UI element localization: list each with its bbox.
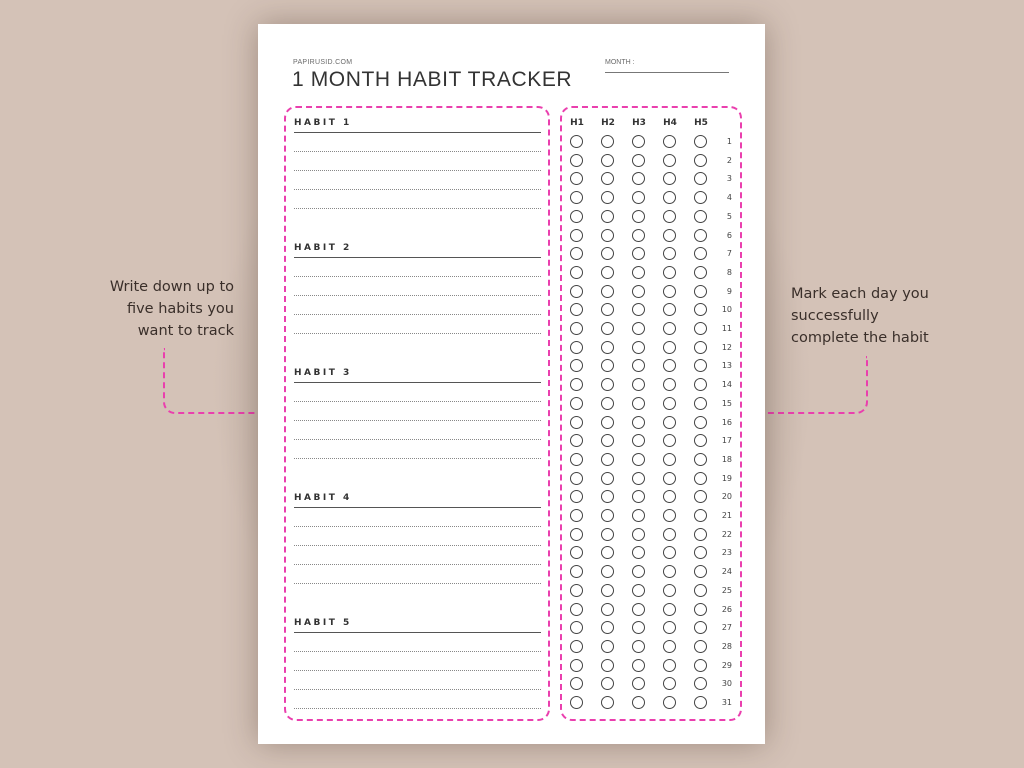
day-number: 11 [721, 324, 732, 333]
day-check-circle[interactable] [601, 359, 614, 372]
habit-note-line[interactable] [294, 439, 541, 440]
day-check-circle[interactable] [663, 434, 676, 447]
day-check-circle[interactable] [601, 229, 614, 242]
day-number: 20 [721, 492, 732, 502]
day-check-circle[interactable] [570, 135, 583, 148]
month-field[interactable]: MONTH : [605, 59, 729, 73]
day-check-circle[interactable] [632, 603, 645, 616]
day-check-circle[interactable] [601, 378, 614, 391]
day-check-circle[interactable] [632, 528, 645, 541]
day-check-circle[interactable] [694, 640, 707, 653]
day-check-circle[interactable] [601, 434, 614, 447]
day-check-circle[interactable] [601, 621, 614, 634]
day-check-circle[interactable] [632, 640, 645, 653]
day-check-circle[interactable] [663, 154, 676, 167]
day-check-circle[interactable] [694, 546, 707, 559]
day-number: 27 [721, 623, 732, 633]
day-check-circle[interactable] [632, 472, 645, 485]
day-check-circle[interactable] [570, 472, 583, 485]
day-number: 9 [726, 286, 732, 296]
day-check-circle[interactable] [694, 584, 707, 597]
habit-section-3 [294, 368, 541, 459]
day-number: 25 [721, 585, 732, 595]
day-check-circle[interactable] [663, 472, 676, 485]
day-check-circle[interactable] [601, 472, 614, 485]
day-check-circle[interactable] [570, 359, 583, 372]
day-check-circle[interactable] [663, 659, 676, 672]
day-check-circle[interactable] [694, 154, 707, 167]
habit-note-line[interactable] [294, 545, 541, 546]
day-number: 26 [721, 604, 732, 614]
day-check-circle[interactable] [694, 210, 707, 223]
day-check-circle[interactable] [663, 509, 676, 522]
day-check-circle[interactable] [601, 696, 614, 709]
callout-right-line: successfully [791, 308, 879, 324]
day-check-circle[interactable] [632, 584, 645, 597]
day-check-circle[interactable] [663, 584, 676, 597]
day-check-circle[interactable] [601, 135, 614, 148]
day-check-circle[interactable] [694, 565, 707, 578]
habit-note-line[interactable] [294, 458, 541, 459]
day-check-circle[interactable] [601, 266, 614, 279]
day-check-circle[interactable] [694, 359, 707, 372]
day-check-circle[interactable] [570, 584, 583, 597]
day-number: 24 [721, 567, 732, 577]
day-check-circle[interactable] [663, 416, 676, 429]
day-check-circle[interactable] [601, 303, 614, 316]
callout-left-line: Write down up to [109, 279, 234, 295]
callout-left-line: want to track [137, 323, 234, 339]
day-check-circle[interactable] [694, 528, 707, 541]
column-header-h2: H2 [601, 118, 615, 128]
day-check-circle[interactable] [632, 378, 645, 391]
day-check-circle[interactable] [570, 677, 583, 690]
habit-note-line[interactable] [294, 189, 541, 190]
habit-note-line[interactable] [294, 651, 541, 652]
day-check-circle[interactable] [694, 378, 707, 391]
day-check-circle[interactable] [694, 191, 707, 204]
day-check-circle[interactable] [694, 490, 707, 503]
day-number: 31 [721, 698, 732, 707]
habit-note-line[interactable] [294, 564, 541, 565]
tracker-grid [560, 106, 742, 721]
habit-name-line[interactable] [294, 132, 541, 133]
day-check-circle[interactable] [570, 434, 583, 447]
day-check-circle[interactable] [632, 546, 645, 559]
day-check-circle[interactable] [694, 453, 707, 466]
callout-right [791, 283, 991, 349]
habit-note-line[interactable] [294, 276, 541, 277]
day-number: 22 [721, 529, 732, 539]
day-check-circle[interactable] [694, 434, 707, 447]
day-number: 12 [721, 342, 732, 352]
day-check-circle[interactable] [632, 696, 645, 709]
day-check-circle[interactable] [632, 659, 645, 672]
day-check-circle[interactable] [663, 210, 676, 223]
habit-title: HABIT 2 [294, 243, 352, 253]
day-check-circle[interactable] [570, 303, 583, 316]
day-check-circle[interactable] [570, 640, 583, 653]
day-number: 8 [726, 267, 732, 277]
day-check-circle[interactable] [632, 453, 645, 466]
day-check-circle[interactable] [570, 266, 583, 279]
habit-section-2 [294, 243, 541, 334]
habit-title: HABIT 4 [294, 493, 352, 503]
habit-note-line[interactable] [294, 333, 541, 334]
day-check-circle[interactable] [632, 154, 645, 167]
day-check-circle[interactable] [632, 322, 645, 335]
day-check-circle[interactable] [570, 696, 583, 709]
day-check-circle[interactable] [663, 696, 676, 709]
day-number: 3 [726, 174, 732, 184]
day-check-circle[interactable] [601, 210, 614, 223]
habit-title: HABIT 3 [294, 368, 352, 378]
page-title: 1 MONTH HABIT TRACKER [292, 68, 573, 91]
day-check-circle[interactable] [570, 528, 583, 541]
day-check-circle[interactable] [632, 229, 645, 242]
day-check-circle[interactable] [570, 621, 583, 634]
day-check-circle[interactable] [632, 359, 645, 372]
column-header-h3: H3 [632, 118, 646, 128]
day-check-circle[interactable] [694, 247, 707, 260]
day-check-circle[interactable] [632, 621, 645, 634]
day-check-circle[interactable] [694, 172, 707, 185]
day-check-circle[interactable] [663, 172, 676, 185]
habits-panel [284, 106, 550, 721]
day-number: 6 [726, 230, 732, 240]
day-check-circle[interactable] [570, 659, 583, 672]
day-check-circle[interactable] [694, 229, 707, 242]
day-check-circle[interactable] [601, 659, 614, 672]
day-number: 29 [721, 660, 732, 670]
day-check-circle[interactable] [632, 490, 645, 503]
day-check-circle[interactable] [632, 416, 645, 429]
day-number: 16 [721, 417, 732, 427]
callout-left [54, 276, 234, 342]
day-check-circle[interactable] [601, 341, 614, 354]
day-check-circle[interactable] [601, 453, 614, 466]
day-check-circle[interactable] [694, 416, 707, 429]
day-check-circle[interactable] [570, 154, 583, 167]
day-number: 23 [721, 548, 732, 558]
day-check-circle[interactable] [694, 285, 707, 298]
day-check-circle[interactable] [570, 285, 583, 298]
day-check-circle[interactable] [663, 490, 676, 503]
day-check-circle[interactable] [601, 247, 614, 260]
day-check-circle[interactable] [663, 603, 676, 616]
column-header-h5: H5 [694, 118, 708, 128]
day-check-circle[interactable] [663, 266, 676, 279]
day-check-circle[interactable] [601, 191, 614, 204]
day-check-circle[interactable] [694, 266, 707, 279]
day-check-circle[interactable] [663, 453, 676, 466]
day-check-circle[interactable] [570, 546, 583, 559]
day-check-circle[interactable] [601, 154, 614, 167]
day-check-circle[interactable] [694, 696, 707, 709]
habit-note-line[interactable] [294, 314, 541, 315]
tracker-page [258, 24, 765, 744]
day-check-circle[interactable] [601, 285, 614, 298]
day-check-circle[interactable] [570, 210, 583, 223]
habit-name-line[interactable] [294, 382, 541, 383]
day-number: 13 [721, 361, 732, 371]
habit-title: HABIT 1 [294, 118, 352, 128]
day-check-circle[interactable] [663, 359, 676, 372]
callout-left-line: five habits you [126, 301, 234, 317]
day-check-circle[interactable] [694, 135, 707, 148]
day-number: 28 [721, 641, 732, 651]
day-check-circle[interactable] [694, 322, 707, 335]
day-check-circle[interactable] [570, 247, 583, 260]
habit-note-line[interactable] [294, 526, 541, 527]
day-check-circle[interactable] [663, 378, 676, 391]
day-check-circle[interactable] [694, 659, 707, 672]
day-check-circle[interactable] [663, 229, 676, 242]
habit-note-line[interactable] [294, 708, 541, 709]
day-check-circle[interactable] [663, 322, 676, 335]
callout-right-line: Mark each day you [791, 286, 929, 302]
day-check-circle[interactable] [663, 677, 676, 690]
habit-note-line[interactable] [294, 151, 541, 152]
day-check-circle[interactable] [632, 677, 645, 690]
day-check-circle[interactable] [663, 528, 676, 541]
day-check-circle[interactable] [663, 621, 676, 634]
day-check-circle[interactable] [570, 603, 583, 616]
day-check-circle[interactable] [694, 677, 707, 690]
day-number: 14 [721, 380, 732, 390]
day-check-circle[interactable] [632, 509, 645, 522]
day-number: 4 [726, 193, 732, 203]
day-check-circle[interactable] [601, 509, 614, 522]
habit-title: HABIT 5 [294, 618, 352, 628]
day-check-circle[interactable] [601, 640, 614, 653]
day-check-circle[interactable] [570, 172, 583, 185]
callout-right-line: complete the habit [791, 330, 929, 346]
day-number: 15 [721, 398, 732, 408]
habit-section-1 [294, 118, 541, 209]
day-number: 17 [721, 436, 732, 446]
day-check-circle[interactable] [694, 603, 707, 616]
day-check-circle[interactable] [570, 341, 583, 354]
day-check-circle[interactable] [694, 303, 707, 316]
day-check-circle[interactable] [601, 416, 614, 429]
day-check-circle[interactable] [570, 565, 583, 578]
day-check-circle[interactable] [694, 397, 707, 410]
day-number: 21 [721, 511, 732, 520]
habit-name-line[interactable] [294, 257, 541, 258]
day-check-circle[interactable] [632, 434, 645, 447]
day-check-circle[interactable] [663, 285, 676, 298]
day-check-circle[interactable] [632, 191, 645, 204]
day-number: 1 [726, 137, 732, 146]
habit-note-line[interactable] [294, 583, 541, 584]
day-check-circle[interactable] [601, 172, 614, 185]
day-check-circle[interactable] [632, 210, 645, 223]
day-check-circle[interactable] [663, 546, 676, 559]
day-check-circle[interactable] [632, 247, 645, 260]
day-check-circle[interactable] [601, 546, 614, 559]
day-number: 7 [726, 249, 732, 259]
day-number: 30 [721, 679, 732, 689]
day-check-circle[interactable] [570, 229, 583, 242]
column-header-h4: H4 [663, 118, 677, 128]
day-check-circle[interactable] [663, 341, 676, 354]
day-check-circle[interactable] [570, 453, 583, 466]
day-check-circle[interactable] [601, 490, 614, 503]
day-check-circle[interactable] [570, 322, 583, 335]
habit-section-4 [294, 493, 541, 584]
day-number: 5 [726, 211, 732, 221]
column-header-h1: H1 [570, 118, 584, 128]
day-check-circle[interactable] [632, 565, 645, 578]
day-check-circle[interactable] [663, 397, 676, 410]
habit-note-line[interactable] [294, 208, 541, 209]
day-check-circle[interactable] [601, 603, 614, 616]
habit-note-line[interactable] [294, 670, 541, 671]
day-check-circle[interactable] [632, 172, 645, 185]
day-check-circle[interactable] [663, 640, 676, 653]
day-check-circle[interactable] [632, 341, 645, 354]
day-check-circle[interactable] [601, 322, 614, 335]
habit-note-line[interactable] [294, 295, 541, 296]
day-check-circle[interactable] [601, 584, 614, 597]
day-check-circle[interactable] [570, 416, 583, 429]
habit-section-5 [294, 618, 541, 709]
habit-note-line[interactable] [294, 420, 541, 421]
site-name: PAPIRUSID.COM [293, 59, 353, 66]
day-check-circle[interactable] [570, 378, 583, 391]
day-check-circle[interactable] [663, 303, 676, 316]
day-check-circle[interactable] [632, 285, 645, 298]
day-check-circle[interactable] [570, 490, 583, 503]
day-check-circle[interactable] [694, 509, 707, 522]
day-check-circle[interactable] [570, 397, 583, 410]
day-check-circle[interactable] [663, 247, 676, 260]
day-check-circle[interactable] [601, 565, 614, 578]
habit-note-line[interactable] [294, 689, 541, 690]
day-number: 19 [721, 473, 732, 483]
day-check-circle[interactable] [632, 135, 645, 148]
day-number: 10 [721, 305, 732, 315]
day-check-circle[interactable] [663, 135, 676, 148]
day-check-circle[interactable] [632, 303, 645, 316]
day-check-circle[interactable] [663, 565, 676, 578]
habit-note-line[interactable] [294, 170, 541, 171]
day-check-circle[interactable] [601, 397, 614, 410]
day-check-circle[interactable] [601, 528, 614, 541]
habit-name-line[interactable] [294, 632, 541, 633]
day-check-circle[interactable] [570, 509, 583, 522]
day-check-circle[interactable] [632, 266, 645, 279]
day-check-circle[interactable] [601, 677, 614, 690]
day-check-circle[interactable] [570, 191, 583, 204]
day-check-circle[interactable] [632, 397, 645, 410]
day-number: 18 [721, 454, 732, 464]
day-check-circle[interactable] [694, 621, 707, 634]
day-number: 2 [726, 155, 732, 165]
day-check-circle[interactable] [663, 191, 676, 204]
habit-name-line[interactable] [294, 507, 541, 508]
day-check-circle[interactable] [694, 472, 707, 485]
habit-note-line[interactable] [294, 401, 541, 402]
day-check-circle[interactable] [694, 341, 707, 354]
